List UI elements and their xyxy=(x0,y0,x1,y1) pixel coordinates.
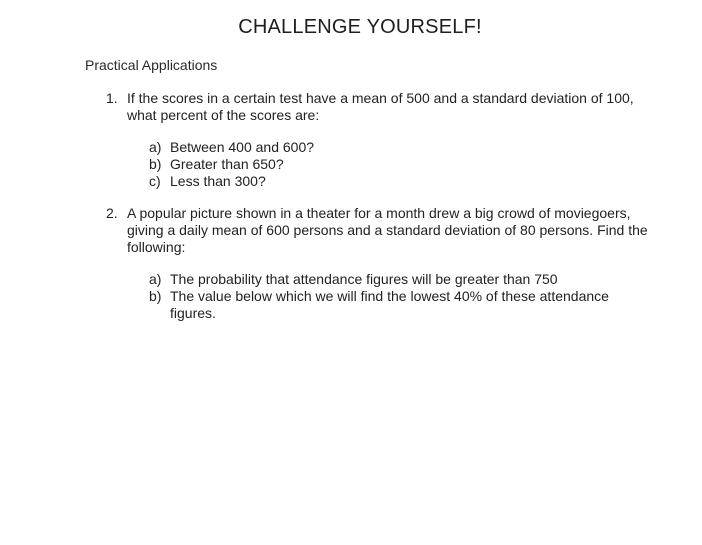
sub-question-text: Between 400 and 600? xyxy=(170,139,315,155)
sub-question-letter: c) xyxy=(149,173,161,189)
sub-question xyxy=(149,156,655,173)
question-number: 1. xyxy=(106,90,118,106)
question-list xyxy=(85,90,655,337)
sub-question xyxy=(149,271,655,288)
sub-question-letter: b) xyxy=(149,156,162,172)
sub-question-list xyxy=(149,271,655,322)
sub-question-list xyxy=(149,139,655,190)
page-title: CHALLENGE YOURSELF! xyxy=(238,16,482,38)
sub-question-letter: a) xyxy=(149,271,162,287)
sub-question-text: Less than 300? xyxy=(170,173,266,189)
sub-question xyxy=(149,288,655,322)
question-item xyxy=(85,90,655,190)
question-text: A popular picture shown in a theater for a month drew a big crowd of moviegoers, giving a daily mean of 600 persons and a standard deviation of 80 persons. Find the following: xyxy=(127,205,648,255)
sub-question-letter: b) xyxy=(149,288,162,304)
section-heading: Practical Applications xyxy=(85,57,218,73)
sub-question xyxy=(149,139,655,156)
sub-question-text: The probability that attendance figures will be greater than 750 xyxy=(170,271,558,287)
sub-question-text: Greater than 650? xyxy=(170,156,284,172)
sub-question-text: The value below which we will find the lowest 40% of these attendance figures. xyxy=(170,288,609,321)
question-item xyxy=(85,205,655,322)
question-number: 2. xyxy=(106,205,118,221)
question-text: If the scores in a certain test have a mean of 500 and a standard deviation of 100, what percent of the scores are: xyxy=(127,90,634,123)
sub-question xyxy=(149,173,655,190)
sub-question-letter: a) xyxy=(149,139,162,155)
